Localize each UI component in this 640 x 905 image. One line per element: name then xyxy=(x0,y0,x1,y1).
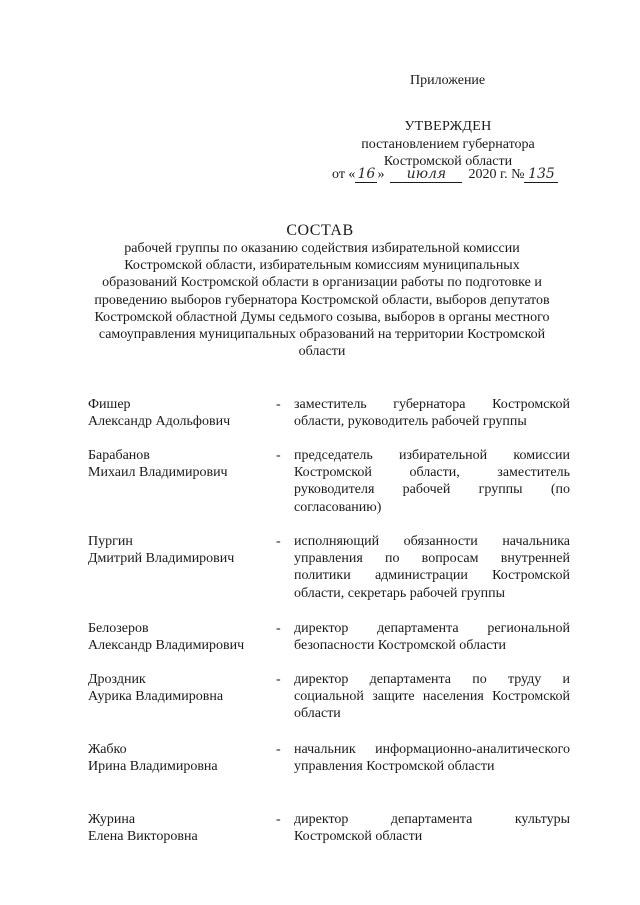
date-day: 16 xyxy=(355,166,377,183)
member-row xyxy=(88,811,572,881)
member-surname: Пургин xyxy=(88,534,133,549)
member-surname: Фишер xyxy=(88,397,131,412)
member-given-name: Елена Викторовна xyxy=(88,829,198,845)
member-role: заместитель губернатора Костромской области, руководитель рабочей группы xyxy=(294,397,570,430)
member-given-name: Дмитрий Владимирович xyxy=(88,551,235,567)
member-role: директор департамента культуры Костромской области xyxy=(294,812,570,845)
member-row xyxy=(88,671,572,741)
member-dash: - xyxy=(276,397,281,412)
member-given-name: Александр Адольфович xyxy=(88,414,231,430)
member-role: директор департамента по труду и социальной защите населения Костромской области xyxy=(294,672,570,722)
member-name xyxy=(88,396,278,430)
member-given-name: Михаил Владимирович xyxy=(88,465,228,481)
approval-decree-line: постановлением губернатора xyxy=(361,137,535,152)
member-dash: - xyxy=(276,448,281,463)
date-mid: » xyxy=(377,167,385,182)
member-name xyxy=(88,447,278,481)
member-name xyxy=(88,620,278,654)
member-role: начальник информационно-аналитического управления Костромской области xyxy=(294,742,570,775)
member-role: исполняющий обязанности начальника управления по вопросам внутренней политики администрации Костромской области, секретарь рабочей группы xyxy=(294,534,570,601)
member-name xyxy=(88,811,278,845)
decree-date xyxy=(332,166,558,183)
approval-region-line: Костромской области xyxy=(383,154,513,169)
member-dash: - xyxy=(276,812,281,827)
member-given-name: Ирина Владимировна xyxy=(88,759,218,775)
approved-label: УТВЕРЖДЕН xyxy=(404,119,492,134)
member-surname: Барабанов xyxy=(88,448,150,463)
member-name xyxy=(88,671,278,705)
member-row xyxy=(88,533,572,603)
member-name xyxy=(88,741,278,775)
member-dash: - xyxy=(276,742,281,757)
member-role: директор департамента региональной безопасности Костромской области xyxy=(294,621,570,654)
date-year: 2020 г. № xyxy=(468,167,525,182)
member-role: председатель избирательной комиссии Костромской области, заместитель руководителя рабочей группы (по согласованию) xyxy=(294,448,570,515)
member-given-name: Александр Владимирович xyxy=(88,638,245,654)
date-prefix: от « xyxy=(332,167,356,182)
member-surname: Дроздник xyxy=(88,672,146,687)
member-surname: Белозеров xyxy=(88,621,149,636)
decree-number: 135 xyxy=(524,166,558,183)
appendix-label: Приложение xyxy=(410,73,486,88)
member-name xyxy=(88,533,278,567)
document-title: СОСТАВ xyxy=(286,222,354,239)
member-given-name: Аурика Владимировна xyxy=(88,689,224,705)
document-subtitle: рабочей группы по оказанию содействия избирательной комиссии Костромской области, избирательным комиссиям муниципальных образований Костромской области в организации работы по подготовке и проведению выборов губернатора Костромской области, выборов депутатов Костромской областной Думы седьмого созыва, выборов в органы местного самоуправления муниципальных образований на территории Костромской области xyxy=(94,241,550,360)
member-row xyxy=(88,741,572,811)
member-dash: - xyxy=(276,672,281,687)
member-surname: Журина xyxy=(88,812,136,827)
member-surname: Жабко xyxy=(88,742,127,757)
member-dash: - xyxy=(276,534,281,549)
member-dash: - xyxy=(276,621,281,636)
date-month: июля xyxy=(390,166,462,183)
member-row xyxy=(88,447,572,517)
